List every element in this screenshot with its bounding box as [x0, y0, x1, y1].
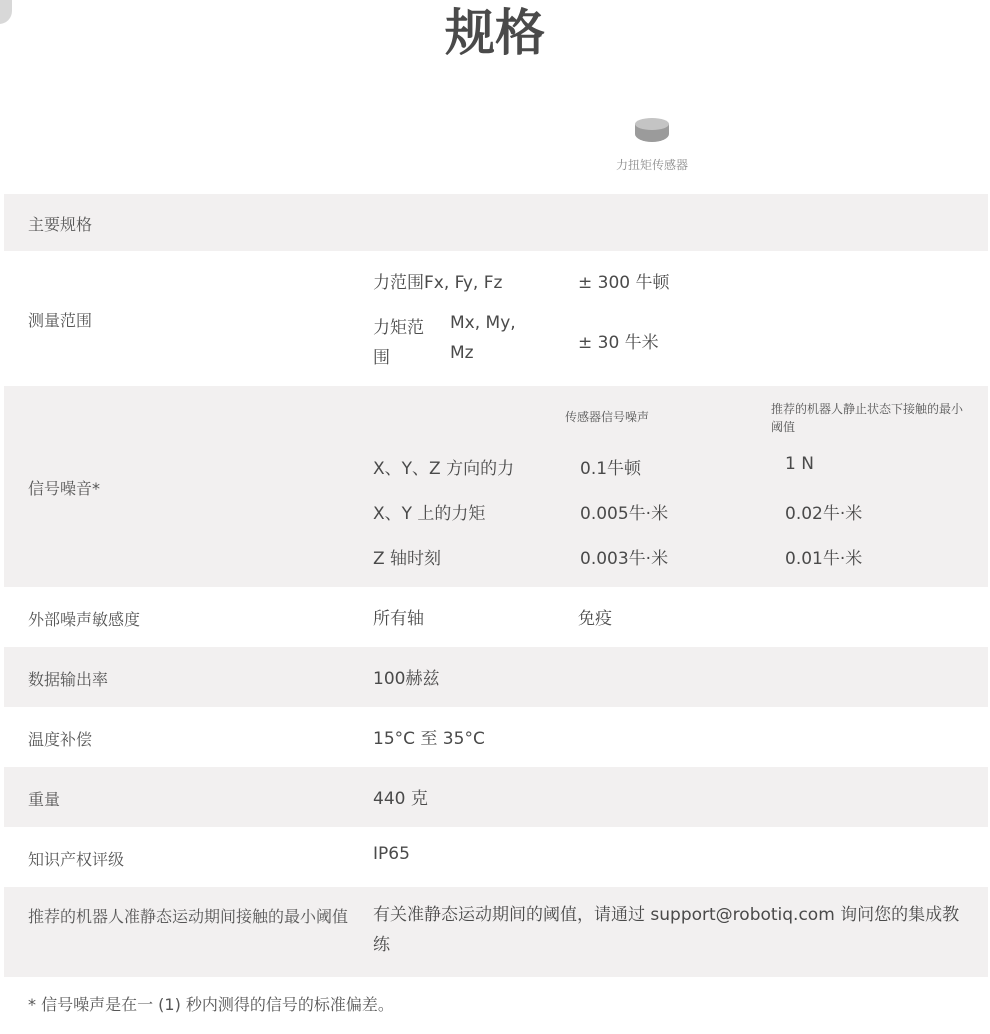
sensor-puck-icon [635, 118, 669, 148]
noise-row-noise: 0.003牛·米 [580, 549, 669, 569]
spec-label: 主要规格 [28, 215, 93, 234]
torque-range-value: ± 30 牛米 [578, 333, 659, 353]
spec-label: 重量 [28, 790, 61, 809]
threshold-value: 有关准静态运动期间的阈值，请通过 support@robotiq.com 询问您的集成教练 [373, 905, 960, 955]
spec-label: 测量范围 [28, 311, 93, 330]
torque-range-name-cont: 围 [373, 348, 390, 368]
spec-row-main [4, 194, 988, 251]
spec-label: 推荐的机器人准静态运动期间接触的最小阈值 [28, 907, 349, 926]
external-noise-value: 免疫 [578, 609, 612, 629]
noise-row-noise: 0.005牛·米 [580, 504, 669, 524]
noise-row-threshold: 1 N [785, 454, 814, 474]
torque-range-name: 力矩范 [373, 318, 424, 338]
force-range-name: 力范围Fx, Fy, Fz [373, 273, 503, 293]
spec-label: 信号噪音* [28, 479, 101, 498]
torque-axes: Mx, My, [450, 313, 516, 333]
product-label: 力扭矩传感器 [615, 158, 688, 172]
temperature-value: 15°C 至 35°C [373, 729, 485, 749]
ip-rating-value: IP65 [373, 844, 410, 864]
footnote: * 信号噪声是在一 (1) 秒内测得的信号的标准偏差。 [28, 995, 394, 1014]
spec-row-weight [4, 767, 988, 827]
spec-row-ip-rating [4, 827, 988, 887]
spec-label: 知识产权评级 [28, 850, 125, 869]
spec-row-external-noise [4, 587, 988, 647]
noise-column-header: 传感器信号噪声 [565, 410, 650, 424]
weight-value: 440 克 [373, 789, 428, 809]
spec-row-temperature [4, 707, 988, 767]
page-title: 规格 [445, 4, 545, 62]
product-column-header [600, 118, 704, 173]
noise-row-threshold: 0.01牛·米 [785, 549, 863, 569]
noise-row-threshold: 0.02牛·米 [785, 504, 863, 524]
torque-axes-cont: Mz [450, 343, 474, 363]
spec-label: 数据输出率 [28, 670, 109, 689]
spec-label: 外部噪声敏感度 [28, 610, 141, 629]
spec-label: 温度补偿 [28, 730, 93, 749]
spec-row-range [4, 251, 988, 386]
noise-row-name: X、Y、Z 方向的力 [373, 459, 515, 479]
data-rate-value: 100赫兹 [373, 669, 440, 689]
threshold-column-header: 推荐的机器人静止状态下接触的最小阈值 [771, 402, 964, 434]
spec-row-data-rate [4, 647, 988, 707]
noise-row-noise: 0.1牛顿 [580, 459, 642, 479]
noise-row-name: Z 轴时刻 [373, 549, 442, 569]
spec-row-threshold [4, 887, 988, 977]
force-range-value: ± 300 牛顿 [578, 273, 670, 293]
noise-row-name: X、Y 上的力矩 [373, 504, 486, 524]
external-noise-axis: 所有轴 [373, 609, 424, 629]
spec-row-noise [4, 386, 988, 587]
